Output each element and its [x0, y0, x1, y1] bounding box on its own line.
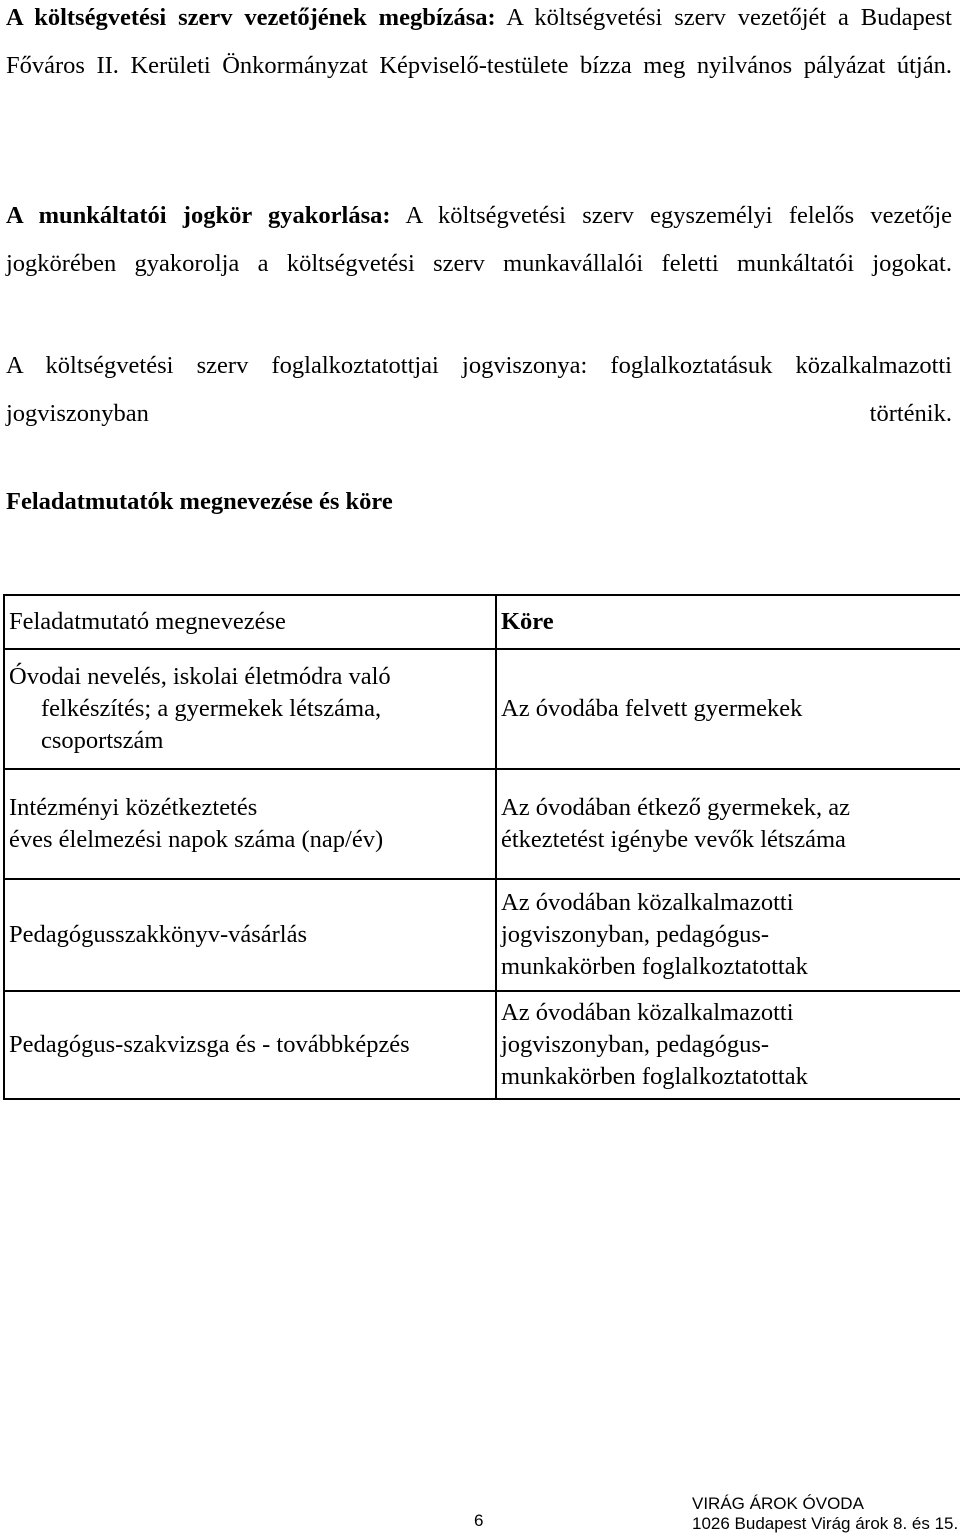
- paragraph-text: A költségvetési szerv foglalkoztatottjai jogviszonya: foglalkoztatásuk közalkalmazotti jogviszonyban történik.: [6, 352, 952, 427]
- cell-line: Az óvodában étkező gyermekek, az: [501, 794, 850, 821]
- paragraph-heading: A munkáltatói jogkör gyakorlása:: [6, 202, 391, 229]
- table-cell-scope: [496, 649, 960, 769]
- paragraph-heading: A költségvetési szerv vezetőjének megbízása:: [6, 4, 496, 31]
- column-header-name: Feladatmutató megnevezése: [4, 595, 496, 649]
- indicators-table: [3, 594, 960, 1100]
- cell-line: Az óvodában közalkalmazotti: [501, 999, 794, 1026]
- table-cell-name: [4, 769, 496, 879]
- table-row: [4, 769, 960, 879]
- cell-line: jogviszonyban, pedagógus-: [501, 1031, 770, 1058]
- cell-line: munkakörben foglalkoztatottak: [501, 953, 808, 980]
- table-cell-name: [4, 991, 496, 1099]
- table-cell-scope: [496, 879, 960, 991]
- column-header-scope: Köre: [496, 595, 960, 649]
- cell-line: Intézményi közétkeztetés: [9, 794, 258, 821]
- footer-address: 1026 Budapest Virág árok 8. és 15.: [692, 1514, 959, 1533]
- table-cell-scope: [496, 769, 960, 879]
- paragraph-employer-rights: [6, 192, 952, 288]
- cell-line: munkakörben foglalkoztatottak: [501, 1063, 808, 1090]
- paragraph-text: A költségvetési szerv egyszemélyi felelős vezetője jogkörében gyakorolja a költségvetési szerv munkavállalói feletti munkáltatói jogokat.: [6, 202, 952, 277]
- cell-line: Pedagógus-szakvizsga és - továbbképzés: [9, 1031, 410, 1058]
- table-row: [4, 649, 960, 769]
- cell-line: étkeztetést igénybe vevők létszáma: [501, 826, 846, 853]
- table-cell-name: [4, 649, 496, 769]
- cell-line: éves élelmezési napok száma (nap/év): [9, 826, 384, 853]
- section-title: Feladatmutatók megnevezése és köre: [6, 488, 393, 515]
- table-row: [4, 991, 960, 1099]
- paragraph-employment-status: [6, 342, 952, 438]
- paragraph-leader-appointment: [6, 0, 952, 90]
- table-row: [4, 879, 960, 991]
- cell-line: jogviszonyban, pedagógus-: [501, 921, 770, 948]
- table-cell-name: [4, 879, 496, 991]
- cell-line: Az óvodába felvett gyermekek: [501, 695, 803, 722]
- table-header-row: [4, 595, 960, 649]
- cell-line: Az óvodában közalkalmazotti: [501, 889, 794, 916]
- cell-line: Pedagógusszakkönyv-vásárlás: [9, 921, 308, 948]
- cell-line: Óvodai nevelés, iskolai életmódra való felkészítés; a gyermekek létszáma, csoportszám: [9, 663, 391, 754]
- footer-org-name: VIRÁG ÁROK ÓVODA: [692, 1494, 864, 1513]
- page-number: 6: [474, 1511, 484, 1530]
- table-cell-scope: [496, 991, 960, 1099]
- paragraph-text: A költségvetési szerv vezetőjét a Budapest Főváros II. Kerületi Önkormányzat Képviselő-testülete bízza meg nyilvános pályázat útján.: [6, 4, 952, 79]
